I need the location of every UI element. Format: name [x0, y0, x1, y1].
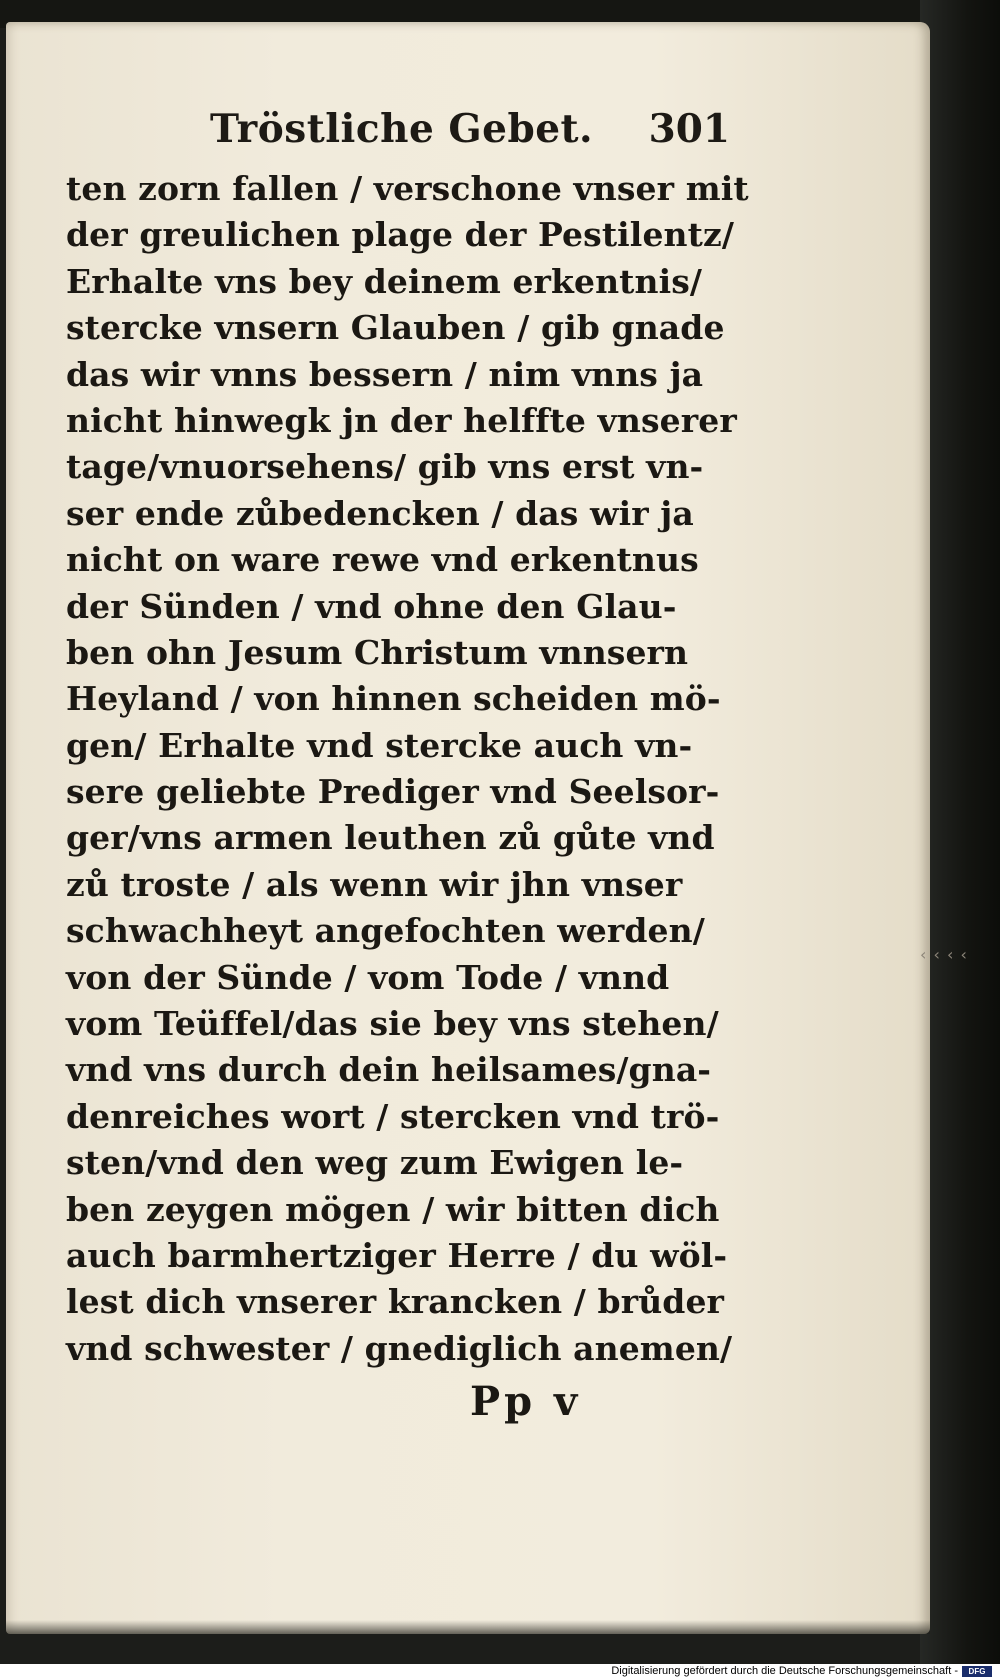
page-number: 301 [648, 106, 730, 152]
dfg-logo: DFG [962, 1666, 992, 1677]
text-line: ben ohn Jesum Christum vnnsern [66, 632, 689, 672]
text-line: nicht hinwegk jn der helffte vnserer [66, 400, 737, 440]
text-line: schwachheyt angefochten werden/ [66, 911, 705, 951]
text-line: vnd vns durch dein heilsames/gna- [66, 1050, 712, 1090]
signature-mark: Pp v [470, 1378, 582, 1425]
text-line: der Sünden / vnd ohne den Glau- [66, 586, 677, 626]
text-line: ser ende zůbedencken / das wir ja [66, 493, 694, 533]
footer-bar [0, 1664, 1000, 1679]
text-line: nicht on ware rewe vnd erkentnus [66, 540, 699, 580]
text-line: das wir vnns bessern / nim vnns ja [66, 354, 704, 394]
text-line: zů troste / als wenn wir jhn vnser [66, 864, 683, 904]
text-line: sere geliebte Prediger vnd Seelsor- [66, 772, 720, 812]
text-line: denreiches wort / stercken vnd trö- [66, 1096, 720, 1136]
text-line: ten zorn fallen / verschone vnser mit [66, 169, 749, 208]
running-title: Tröstliche Gebet. [210, 106, 594, 152]
text-line: der greulichen plage der Pestilentz/ [66, 215, 734, 255]
text-line: vnd schwester / gnediglich anemen/ [66, 1328, 733, 1368]
text-line: von der Sünde / vom Tode / vnnd [66, 957, 670, 997]
text-line: tage/vnuorsehens/ gib vns erst vn- [66, 447, 704, 487]
page-bottom-shadow [6, 1620, 930, 1634]
text-line: sten/vnd den weg zum Ewigen le- [66, 1143, 684, 1183]
adjacent-page-edge-marks: ‹ ‹ ‹ ‹ [920, 945, 968, 964]
funding-credit: Digitalisierung gefördert durch die Deutsche Forschungsgemeinschaft - [611, 1665, 958, 1677]
text-line: Heyland / von hinnen scheiden mö- [66, 679, 721, 719]
body-text [66, 166, 749, 1372]
text-line: stercke vnsern Glauben / gib gnade [66, 308, 725, 348]
text-line: vom Teüffel/das sie bey vns stehen/ [66, 1004, 719, 1044]
page-header [210, 106, 730, 166]
text-line: Erhalte vns bey deinem erkentnis/ [66, 261, 703, 301]
text-line: gen/ Erhalte vnd stercke auch vn- [66, 725, 693, 765]
text-line: ben zeygen mögen / wir bitten dich [66, 1189, 720, 1229]
text-line: lest dich vnserer krancken / brůder [66, 1282, 725, 1322]
text-line: auch barmhertziger Herre / du wöl- [66, 1235, 728, 1275]
text-line: ger/vns armen leuthen zů gůte vnd [66, 818, 715, 858]
scan-background-right [920, 0, 1000, 1679]
